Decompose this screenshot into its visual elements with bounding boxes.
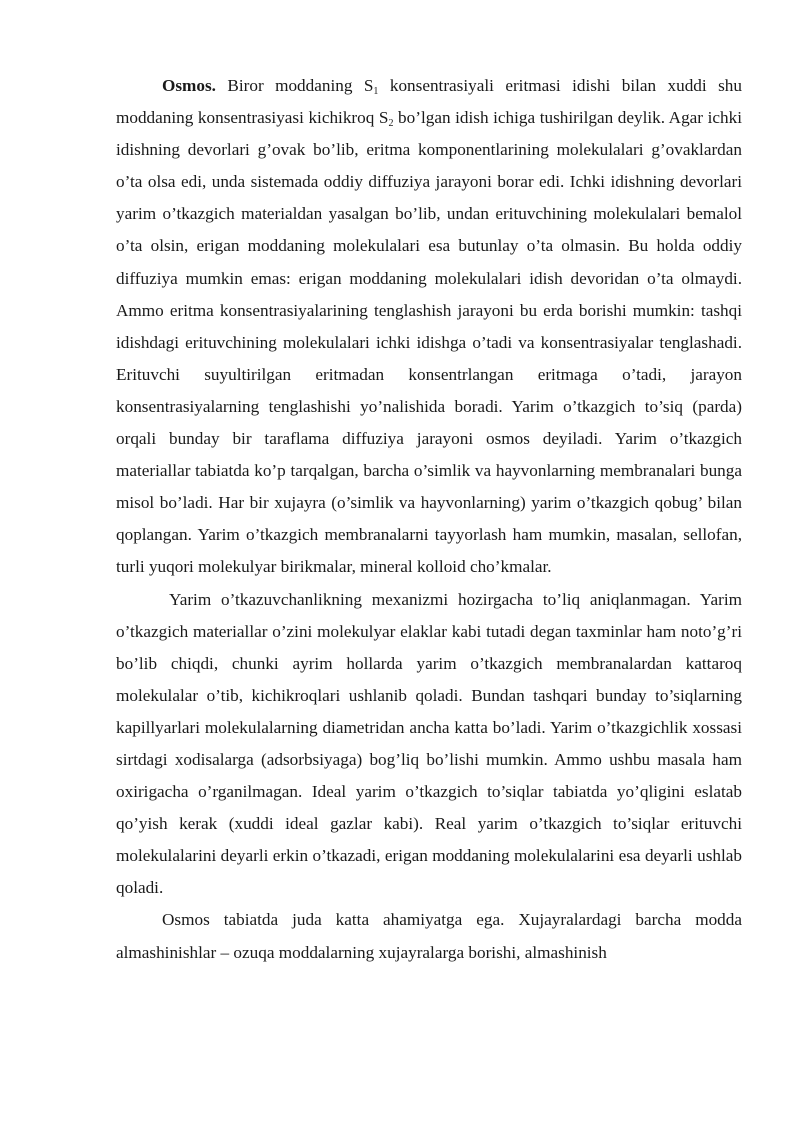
- subscript: 2: [388, 118, 394, 130]
- paragraph-osmos-definition: [116, 70, 742, 584]
- paragraph-text: Biror moddaning S: [215, 76, 374, 95]
- document-page: [116, 70, 742, 969]
- section-heading: Osmos.: [162, 76, 216, 95]
- subscript: 1: [373, 86, 379, 97]
- paragraph-osmos-importance: Osmos tabiatda juda katta ahamiyatga ega. Xujayralardagi barcha modda almashinishlar – ozuqa moddalarning xujayralarga borishi, almashinish: [116, 910, 742, 962]
- paragraph-text: konsentrasiyali eritmasi idishi bilan xuddi shu moddaning konsentrasiyasi kichikroq S: [116, 76, 742, 128]
- paragraph-semipermeability: Yarim o’tkazuvchanlikning mexanizmi hozirgacha to’liq aniqlanmagan. Yarim o’tkazgich materiallar o’zini molekulyar elaklar kabi tutadi degan taxminlar ham noto’g’ri bo’lib chiqdi, chunki ayrim hollarda yarim o’tkazgich membranalardan kattaroq molekulalar o’tib, kichikroqlari ushlanib qoladi. Bundan tashqari bunday to’siqlarning kapillyarlari molekulalarning diametridan ancha katta bo’ladi. Yarim o’tkazgichlik xossasi sirtdagi xodisalarga (adsorbsiyaga) bog’liq bo’lishi mumkin. Ammo ushbu masala ham oxirigacha o’rganilmagan. Ideal yarim o’tkazgich to’siqlar tabiatda yo’qligini eslatab qo’yish kerak (xuddi ideal gazlar kabi). Real yarim o’tkazgich to’siqlar erituvchi molekulalarini deyarli erkin o’tkazadi, erigan moddaning molekulalarini esa deyarli ushlab qoladi.: [116, 589, 742, 898]
- paragraph-text: bo’lgan idish ichiga tushirilgan deylik. Agar ichki idishning devorlari g’ovak bo’lib, eritma komponentlarining molekulalari g’ovaklardan o’ta olsa edi, unda sistemada oddiy diffuziya jarayoni borar edi. Ichki idishning devorlari yarim o’tkazgich materialdan yasalgan bo’lib, undan erituvchining molekulalari bemalol o’ta olsin, erigan moddaning molekulalari esa butunlay o’ta olmasin. Bu holda oddiy diffuziya mumkin emas: erigan moddaning molekulalari idish devoridan o’ta olmaydi. Ammo eritma konsentrasiyalarining tenglashish jarayoni bu erda borishi mumkin: tashqi idishdagi erituvchining molekulalari ichki idishga o’tadi va konsentrasiyalar tenglashadi. Erituvchi suyultirilgan eritmadan konsentrlangan eritmaga o’tadi, jarayon konsentrasiyalarning tenglashishi yo’nalishida boradi. Yarim o’tkazgich to’siq (parda) orqali bunday bir taraflama diffuziya jarayoni osmos deyiladi. Yarim o’tkazgich materiallar tabiatda ko’p tarqalgan, barcha o’simlik va hayvonlarning membranalari bunga misol bo’ladi. Har bir xujayra (o’simlik va hayvonlarning) yarim o’tkazgich qobug’ bilan qoplangan. Yarim o’tkazgich membranalarni tayyorlash ham mumkin, masalan, sellofan, turli yuqori molekulyar birikmalar, mineral kolloid cho’kmalar.: [116, 108, 742, 577]
